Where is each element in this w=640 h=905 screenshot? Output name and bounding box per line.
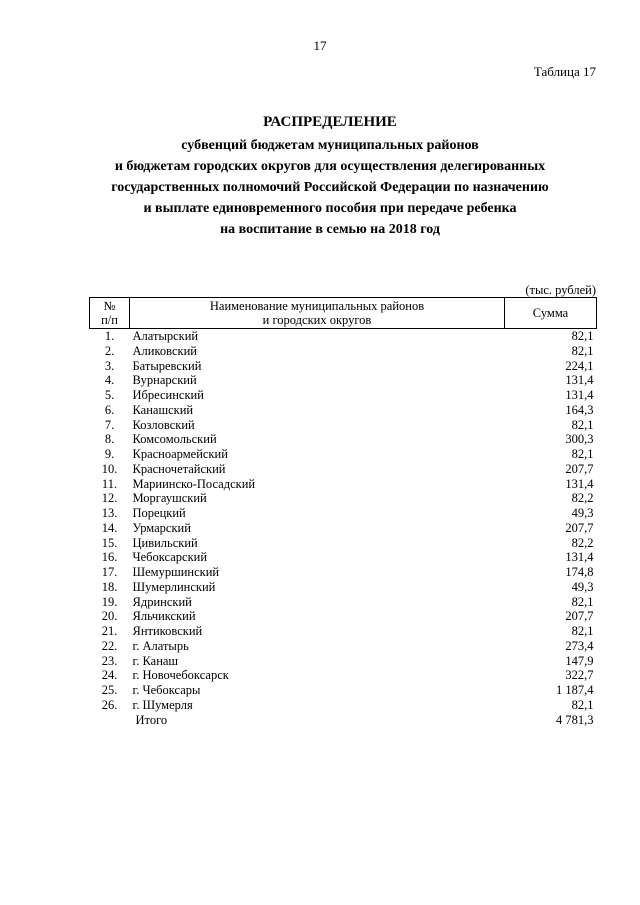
- row-number: 2.: [104, 343, 115, 358]
- table-row: [90, 388, 597, 403]
- row-name: Красночетайский: [132, 461, 226, 476]
- row-name: Канашский: [132, 402, 194, 417]
- row-name: Моргаушский: [132, 491, 207, 506]
- row-name: Аликовский: [132, 343, 197, 358]
- row-number: 23.: [101, 653, 118, 668]
- row-sum: 82,1: [571, 417, 594, 432]
- row-number: 8.: [104, 432, 115, 447]
- row-sum: 174,8: [565, 565, 594, 579]
- table-label: Таблица 17: [533, 64, 596, 79]
- row-number: 12.: [101, 491, 118, 506]
- total-label: Итого: [135, 712, 168, 727]
- row-number: 15.: [101, 535, 118, 550]
- row-name: г. Новочебоксарск: [132, 668, 229, 683]
- row-sum: 82,1: [571, 624, 594, 638]
- row-sum: 82,2: [571, 535, 594, 550]
- row-name: Яльчикский: [132, 609, 196, 624]
- title-line: и выплате единовременного пособия при передаче ребенка: [143, 201, 517, 216]
- row-name: Ядринский: [132, 594, 192, 609]
- row-sum: 82,1: [571, 329, 594, 343]
- title-headline: РАСПРЕДЕЛЕНИЕ: [263, 114, 397, 130]
- row-sum: 164,3: [565, 402, 594, 417]
- row-sum: 82,2: [571, 491, 594, 506]
- row-sum: 131,4: [565, 373, 594, 388]
- row-name: Красноармейский: [132, 447, 228, 461]
- title-line: на воспитание в семью на 2018 год: [220, 222, 440, 237]
- row-name: Козловский: [132, 417, 195, 432]
- table-row: [90, 668, 597, 683]
- row-sum: 49,3: [571, 506, 594, 520]
- page-number: 17: [313, 38, 327, 53]
- table-row: [90, 550, 597, 565]
- table-row: [90, 491, 597, 506]
- row-number: 25.: [101, 683, 118, 697]
- header-name: [130, 298, 505, 329]
- row-sum: 49,3: [571, 579, 594, 594]
- row-sum: 82,1: [571, 447, 594, 461]
- header-sum: Сумма: [505, 298, 597, 329]
- table-row: [90, 595, 597, 610]
- table-row: [90, 432, 597, 447]
- row-name: Шемуршинский: [132, 565, 220, 579]
- row-sum: 300,3: [565, 432, 594, 447]
- title-line: государственных полномочий Российской Федерации по назначению: [111, 180, 549, 195]
- title-line: субвенций бюджетам муниципальных районов: [181, 138, 479, 153]
- row-name: Порецкий: [132, 506, 186, 520]
- header-name-line1: Наименование муниципальных районов: [209, 299, 425, 313]
- total-row: [90, 713, 597, 728]
- table-row: [90, 580, 597, 595]
- title-line: и бюджетам городских округов для осуществления делегированных: [114, 159, 546, 174]
- table-row: [90, 624, 597, 639]
- document-title: [40, 112, 620, 240]
- header-name-line2: и городских округов: [262, 313, 372, 327]
- row-name: г. Алатырь: [132, 638, 189, 653]
- table-row: [90, 698, 597, 713]
- table-body: [90, 329, 597, 728]
- table-row: [90, 521, 597, 536]
- row-sum: 1 187,4: [556, 683, 594, 697]
- table-row: [90, 683, 597, 698]
- table-row: [90, 609, 597, 624]
- row-sum: 207,7: [565, 609, 594, 624]
- row-name: г. Шумерля: [132, 697, 193, 712]
- header-number: [90, 298, 130, 329]
- header-number-line2: п/п: [101, 313, 118, 327]
- row-number: 20.: [101, 609, 118, 624]
- header-number-line1: №: [103, 299, 116, 313]
- row-number: 4.: [104, 373, 115, 388]
- distribution-table: [89, 297, 597, 727]
- row-name: г. Чебоксары: [132, 683, 201, 697]
- row-name: Цивильский: [132, 535, 198, 550]
- row-number: 9.: [104, 447, 115, 461]
- row-sum: 147,9: [565, 653, 594, 668]
- table-row: [90, 477, 597, 492]
- table-row: [90, 536, 597, 551]
- row-sum: 82,1: [571, 343, 594, 358]
- row-number: 13.: [101, 506, 118, 520]
- total-sum: 4 781,3: [556, 712, 594, 727]
- table-row: [90, 403, 597, 418]
- row-name: Чебоксарский: [132, 550, 208, 565]
- row-name: Шумерлинский: [132, 579, 216, 594]
- row-sum: 82,1: [571, 594, 594, 609]
- total-number-cell: [90, 713, 130, 728]
- table-row: [90, 639, 597, 654]
- row-sum: 322,7: [565, 668, 594, 683]
- table-row: [90, 329, 597, 344]
- table-row: [90, 359, 597, 374]
- table-row: [90, 565, 597, 580]
- row-name: Вурнарский: [132, 373, 197, 388]
- row-sum: 131,4: [565, 550, 594, 565]
- table-row: [90, 506, 597, 521]
- row-number: 11.: [101, 476, 118, 491]
- row-sum: 207,7: [565, 461, 594, 476]
- table-row: [90, 418, 597, 433]
- row-number: 6.: [104, 402, 115, 417]
- row-number: 22.: [101, 638, 118, 653]
- row-number: 21.: [101, 624, 118, 638]
- row-number: 1.: [104, 329, 115, 343]
- row-sum: 82,1: [571, 697, 594, 712]
- row-number: 14.: [101, 520, 118, 535]
- table-row: [90, 344, 597, 359]
- row-name: Комсомольский: [132, 432, 217, 447]
- row-number: 24.: [101, 668, 118, 683]
- table-row: [90, 447, 597, 462]
- row-sum: 131,4: [565, 388, 594, 402]
- row-name: Батыревский: [132, 358, 202, 373]
- row-number: 18.: [101, 579, 118, 594]
- row-sum: 273,4: [565, 638, 594, 653]
- row-number: 19.: [101, 594, 118, 609]
- row-number: 17.: [101, 565, 118, 579]
- row-sum: 131,4: [565, 476, 594, 491]
- row-name: Ибресинский: [132, 388, 204, 402]
- units-label: (тыс. рублей): [525, 283, 596, 297]
- table-row: [90, 373, 597, 388]
- row-sum: 207,7: [565, 520, 594, 535]
- row-number: 26.: [101, 697, 118, 712]
- table-header-row: [90, 298, 597, 329]
- row-number: 7.: [104, 417, 115, 432]
- row-name: Янтиковский: [132, 624, 203, 638]
- table-row: [90, 654, 597, 669]
- row-name: г. Канаш: [132, 653, 179, 668]
- table-row: [90, 462, 597, 477]
- row-number: 5.: [104, 388, 115, 402]
- row-name: Алатырский: [132, 329, 199, 343]
- row-name: Мариинско-Посадский: [132, 476, 256, 491]
- row-number: 10.: [101, 461, 118, 476]
- row-name: Урмарский: [132, 520, 191, 535]
- row-number: 3.: [104, 358, 115, 373]
- row-number: 16.: [101, 550, 118, 565]
- row-sum: 224,1: [565, 358, 594, 373]
